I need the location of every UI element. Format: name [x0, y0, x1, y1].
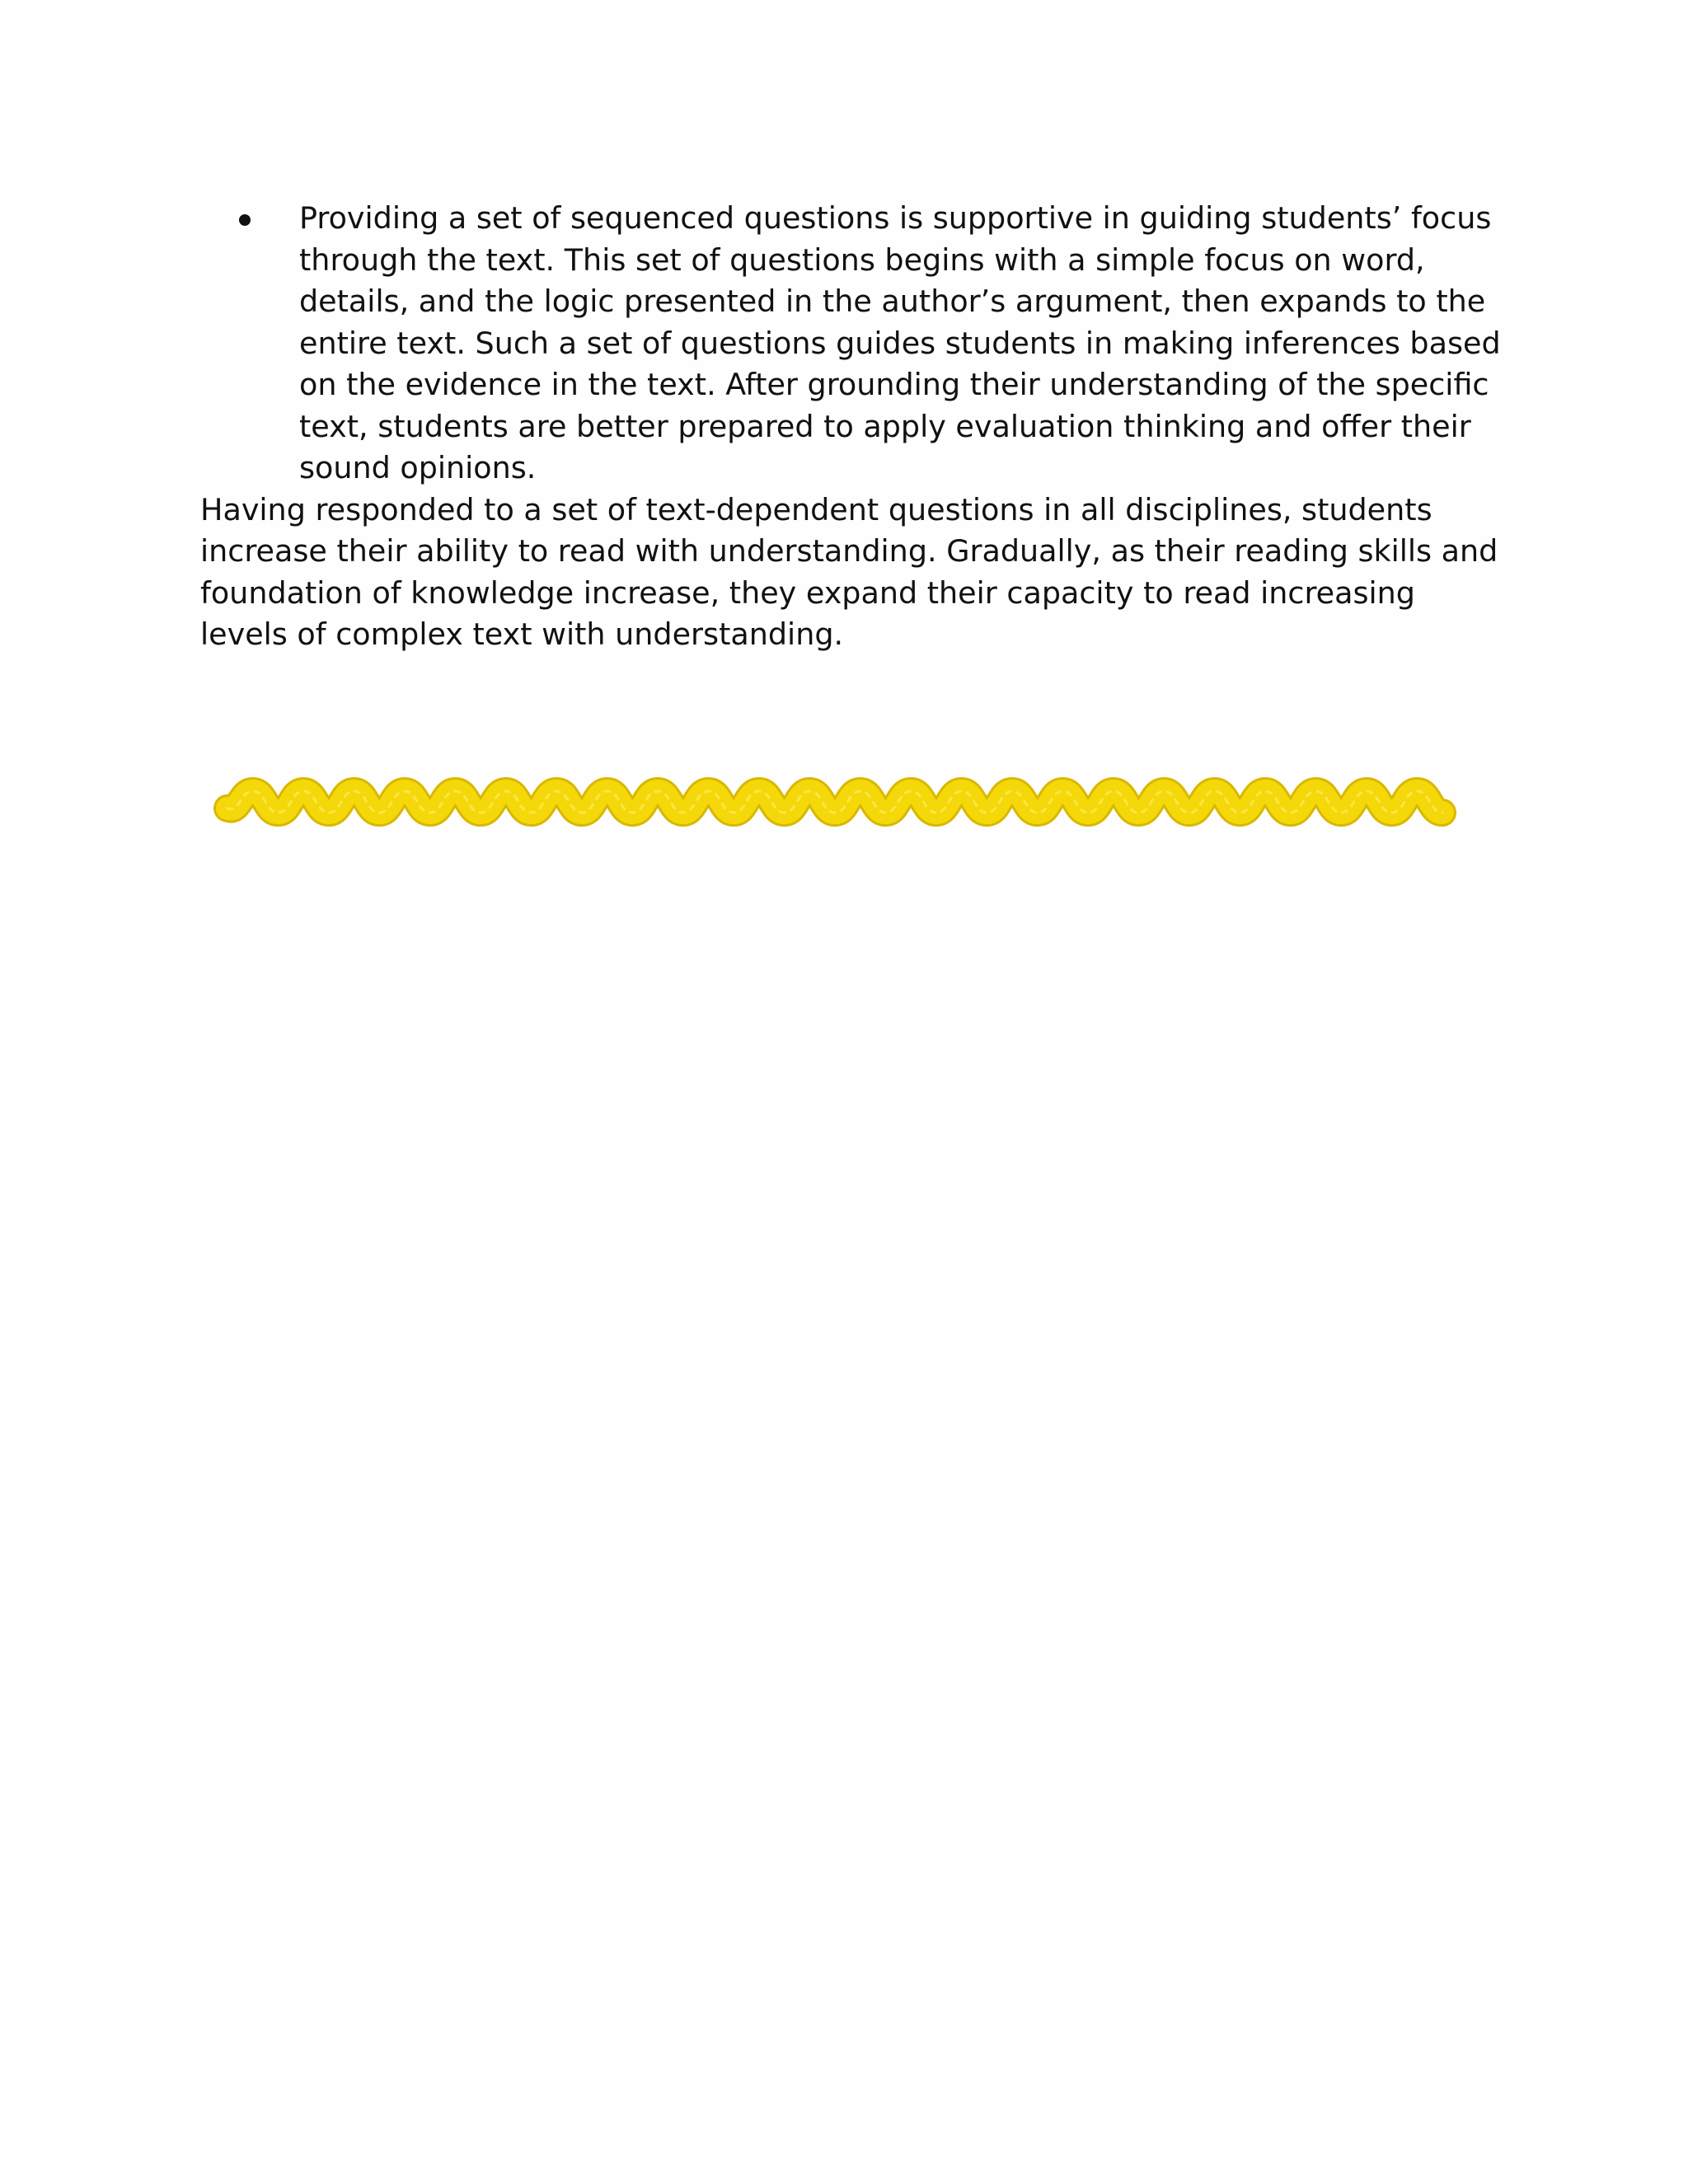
document-body: [200, 198, 1503, 656]
bullet-dot-icon: [239, 214, 251, 226]
bullet-item: [200, 198, 1503, 490]
bullet-list: [200, 198, 1503, 490]
yellow-ric-rac-trim-icon: [213, 771, 1457, 830]
bullet-text: Providing a set of sequenced questions is supportive in guiding students’ focus through the text. This set of questions begins with a simple focus on word, details, and the logic presented in the author’s argument, then expands to the entire text. Such a set of questions guides students in making inferences based on the evidence in the text. After grounding their understanding of the specific text, students are better prepared to apply evaluation thinking and offer their sound opinions.: [299, 200, 1501, 485]
closing-paragraph: Having responded to a set of text-dependent questions in all disciplines, students increase their ability to read with understanding. Gradually, as their reading skills and foundation of knowledge increase, they expand their capacity to read increasing levels of complex text with understanding.: [200, 491, 1498, 652]
